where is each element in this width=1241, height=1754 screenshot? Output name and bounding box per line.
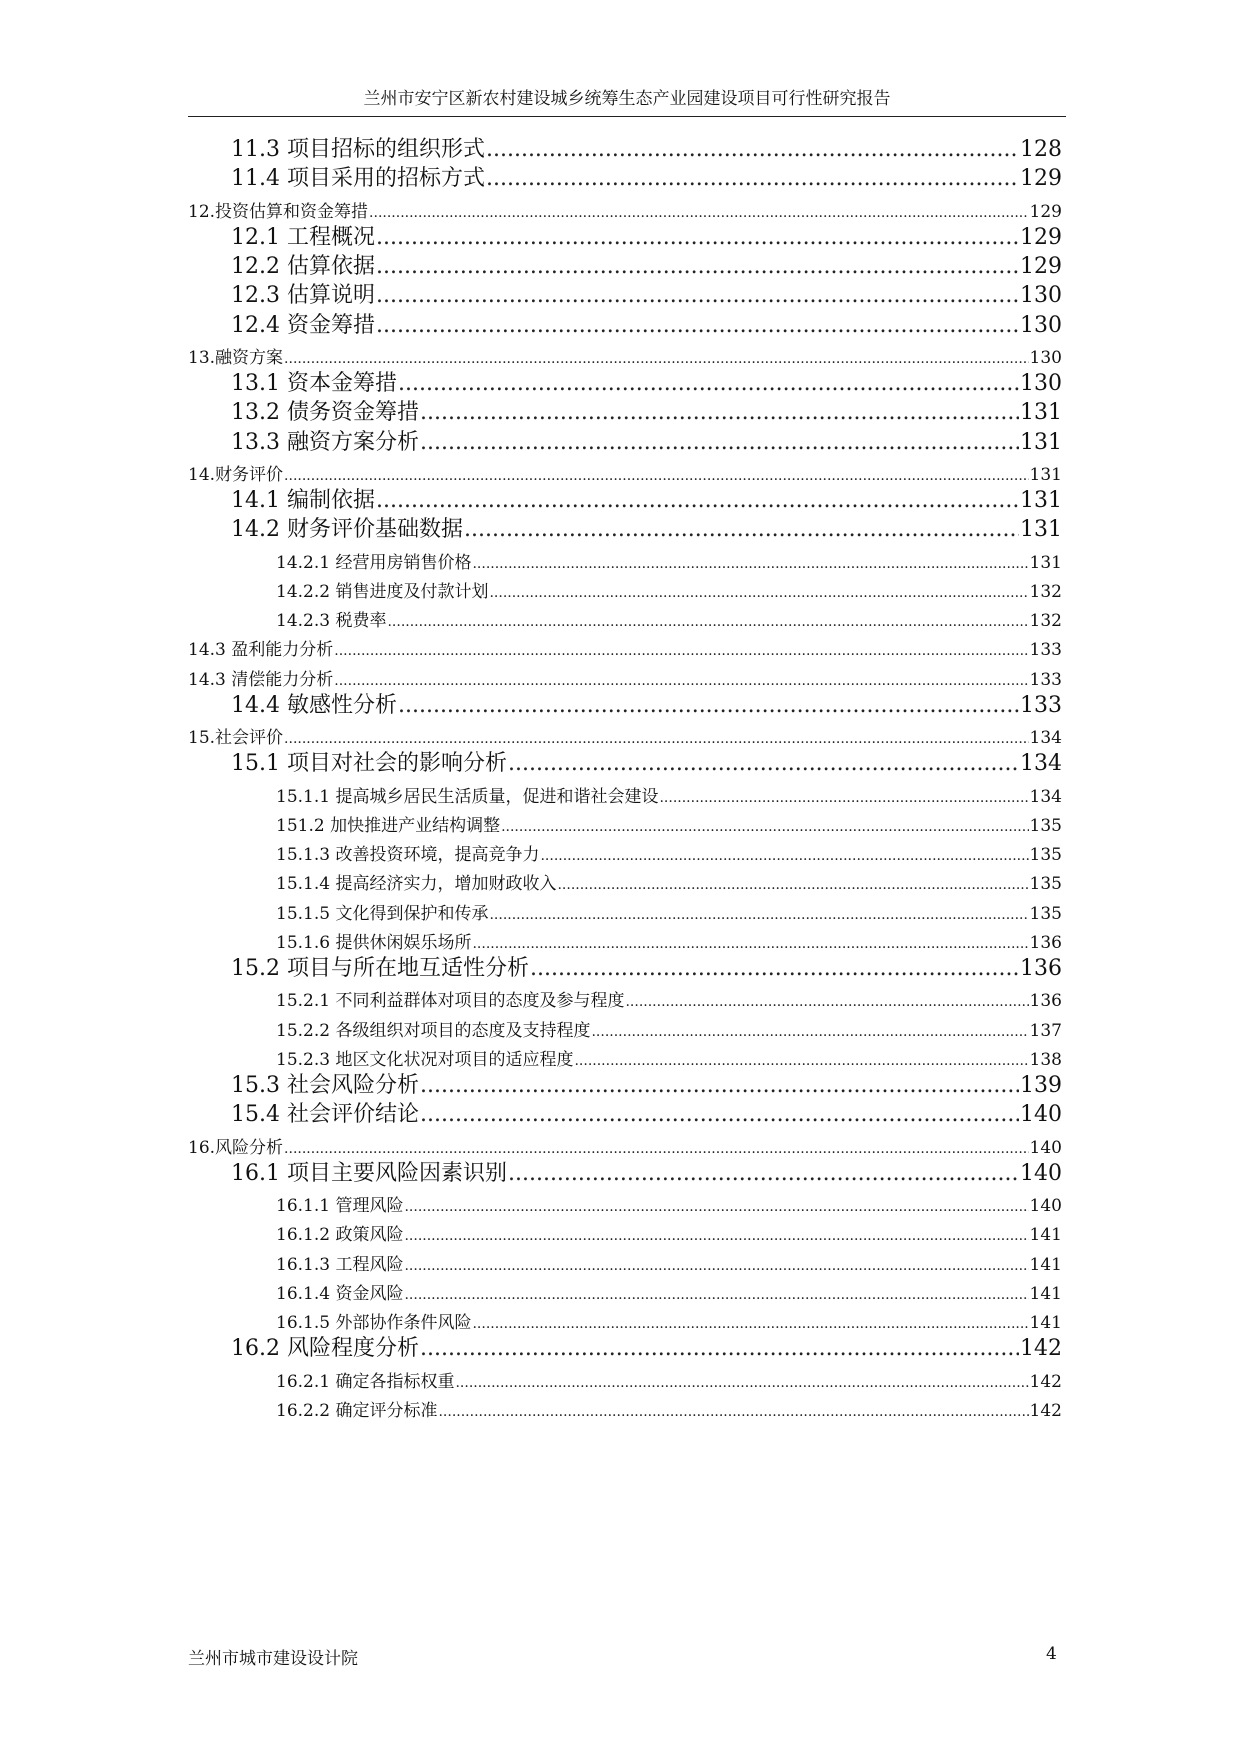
toc-entry-title: 15.1 项目对社会的影响分析: [231, 751, 507, 777]
toc-leader-dots: [508, 1159, 1019, 1189]
toc-entry-page: 133: [1029, 669, 1062, 690]
toc-entry[interactable]: [231, 749, 1062, 779]
toc-entry[interactable]: [231, 281, 1062, 311]
toc-entry[interactable]: [188, 346, 1062, 370]
toc-entry-title: 12.4 资金筹措: [231, 312, 375, 338]
toc-entry[interactable]: [188, 638, 1062, 662]
toc-leader-dots: [398, 691, 1019, 721]
toc-leader-dots: [369, 201, 1029, 225]
toc-entry-title: 15.4 社会评价结论: [231, 1102, 419, 1128]
toc-leader-dots: [540, 844, 1028, 868]
toc-entry-page: 142: [1020, 1336, 1062, 1362]
toc-entry[interactable]: [231, 398, 1062, 428]
toc-entry-page: 129: [1020, 166, 1062, 192]
toc-entry[interactable]: [276, 1194, 1062, 1218]
toc-entry[interactable]: [276, 1019, 1062, 1043]
toc-entry-page: 132: [1029, 581, 1062, 602]
toc-entry-title: 15.2.3 地区文化状况对项目的适应程度: [276, 1049, 574, 1070]
toc-leader-dots: [420, 428, 1019, 458]
toc-entry-title: 14.1 编制依据: [231, 488, 375, 513]
toc-entry-title: 16.1.2 政策风险: [276, 1225, 404, 1246]
toc-entry[interactable]: [188, 200, 1062, 224]
toc-entry-page: 129: [1029, 201, 1062, 222]
toc-leader-dots: [625, 990, 1028, 1014]
toc-entry-title: 15.社会评价: [188, 728, 284, 748]
toc-entry[interactable]: [276, 785, 1062, 809]
toc-leader-dots: [420, 1100, 1019, 1130]
toc-entry-page: 136: [1029, 991, 1062, 1012]
toc-leader-dots: [376, 311, 1019, 341]
toc-entry-title: 13.2 债务资金筹措: [231, 400, 419, 426]
toc-leader-dots: [438, 1400, 1028, 1424]
toc-entry-title: 16.1.1 管理风险: [276, 1196, 404, 1216]
toc-entry-page: 131: [1020, 400, 1062, 426]
toc-entry-title: 16.1.3 工程风险: [276, 1254, 404, 1275]
toc-entry-title: 11.3 项目招标的组织形式: [231, 137, 485, 162]
toc-entry-page: 142: [1029, 1400, 1062, 1421]
toc-leader-dots: [455, 1371, 1028, 1395]
toc-entry[interactable]: [276, 1311, 1062, 1335]
toc-entry-page: 135: [1029, 845, 1062, 865]
toc-entry[interactable]: [276, 1282, 1062, 1306]
toc-entry[interactable]: [276, 902, 1062, 926]
toc-leader-dots: [284, 727, 1029, 751]
toc-leader-dots: [334, 669, 1028, 693]
toc-entry-title: 12.3 估算说明: [231, 283, 375, 309]
toc-entry-title: 15.1.1 提高城乡居民生活质量，促进和谐社会建设: [276, 786, 659, 807]
toc-entry[interactable]: [231, 1071, 1062, 1101]
toc-entry[interactable]: [188, 1136, 1062, 1160]
toc-entry-page: 140: [1020, 1160, 1062, 1186]
toc-entry-title: 14.4 敏感性分析: [231, 692, 397, 718]
toc-entry-title: 16.2.2 确定评分标准: [276, 1400, 438, 1421]
footer-organization: 兰州市城市建设设计院: [188, 1649, 358, 1669]
toc-entry-page: 140: [1029, 1137, 1062, 1158]
toc-entry[interactable]: [276, 989, 1062, 1013]
toc-entry-page: 140: [1020, 1102, 1062, 1128]
toc-leader-dots: [486, 135, 1019, 165]
toc-entry-title: 16.1.4 资金风险: [276, 1283, 404, 1304]
toc-entry-title: 15.1.3 改善投资环境，提高竞争力: [276, 845, 540, 865]
toc-entry[interactable]: [231, 515, 1062, 545]
toc-entry-title: 14.3 清偿能力分析: [188, 669, 334, 690]
toc-leader-dots: [376, 252, 1019, 282]
toc-entry-page: 136: [1020, 956, 1062, 981]
toc-leader-dots: [472, 932, 1028, 956]
toc-entry-title: 14.财务评价: [188, 464, 284, 485]
toc-leader-dots: [284, 464, 1029, 488]
toc-leader-dots: [334, 639, 1028, 663]
toc-entry[interactable]: [276, 1223, 1062, 1247]
toc-entry-page: 131: [1020, 517, 1062, 543]
toc-entry[interactable]: [188, 726, 1062, 750]
toc-leader-dots: [489, 581, 1028, 605]
toc-entry-title: 12.2 估算依据: [231, 254, 375, 279]
toc-entry-title: 15.3 社会风险分析: [231, 1073, 419, 1098]
toc-entry-page: 141: [1029, 1225, 1062, 1246]
toc-entry-page: 130: [1020, 312, 1062, 338]
toc-entry[interactable]: [231, 1159, 1062, 1189]
toc-entry-title: 151.2 加快推进产业结构调整: [276, 815, 501, 836]
toc-leader-dots: [508, 749, 1019, 779]
toc-entry-title: 12.1 工程概况: [231, 224, 375, 250]
toc-entry-page: 135: [1029, 815, 1062, 836]
toc-entry-page: 129: [1020, 224, 1062, 250]
toc-leader-dots: [557, 873, 1028, 897]
toc-entry-page: 131: [1020, 429, 1062, 455]
toc-entry-page: 129: [1020, 254, 1062, 279]
toc-entry-page: 131: [1029, 552, 1062, 573]
toc-entry-page: 138: [1029, 1049, 1062, 1070]
toc-entry[interactable]: [231, 369, 1062, 399]
toc-entry[interactable]: [231, 1334, 1062, 1364]
toc-leader-dots: [420, 398, 1019, 428]
toc-leader-dots: [464, 515, 1019, 545]
toc-entry-page: 137: [1029, 1020, 1062, 1041]
toc-leader-dots: [591, 1020, 1028, 1044]
toc-entry-title: 14.2.1 经营用房销售价格: [276, 552, 472, 573]
toc-leader-dots: [530, 954, 1019, 984]
toc-entry-title: 16.2.1 确定各指标权重: [276, 1371, 455, 1392]
toc-entry[interactable]: [231, 691, 1062, 721]
toc-entry-page: 133: [1020, 692, 1062, 718]
toc-entry-title: 16.风险分析: [188, 1137, 284, 1158]
toc-leader-dots: [420, 1334, 1019, 1364]
toc-entry[interactable]: [188, 668, 1062, 692]
toc-entry-page: 131: [1029, 464, 1062, 485]
toc-entry-title: 15.1.4 提高经济实力，增加财政收入: [276, 874, 557, 895]
toc-entry-page: 130: [1020, 371, 1062, 396]
toc-leader-dots: [284, 1137, 1029, 1161]
toc-leader-dots: [284, 347, 1029, 371]
toc-entry[interactable]: [231, 311, 1062, 341]
toc-leader-dots: [489, 903, 1028, 927]
toc-leader-dots: [501, 815, 1028, 839]
toc-leader-dots: [404, 1224, 1028, 1248]
toc-entry-page: 141: [1029, 1283, 1062, 1304]
toc-entry-page: 132: [1029, 611, 1062, 631]
toc-entry[interactable]: [276, 931, 1062, 955]
toc-entry-page: 140: [1029, 1196, 1062, 1216]
toc-entry-page: 130: [1020, 283, 1062, 309]
toc-entry-page: 133: [1029, 640, 1062, 661]
document-title: 兰州市安宁区新农村建设城乡统筹生态产业园建设项目可行性研究报告: [363, 89, 891, 109]
toc-entry[interactable]: [231, 135, 1062, 165]
toc-entry-title: 14.2 财务评价基础数据: [231, 517, 463, 543]
page-header: [188, 88, 1066, 117]
toc-entry-title: 15.1.6 提供休闲娱乐场所: [276, 932, 472, 953]
toc-entry[interactable]: [231, 252, 1062, 282]
toc-entry[interactable]: [231, 954, 1062, 984]
toc-entry-title: 14.3 盈利能力分析: [188, 640, 334, 661]
toc-entry[interactable]: [276, 609, 1062, 633]
toc-entry-title: 11.4 项目采用的招标方式: [231, 166, 485, 192]
toc-entry-title: 14.2.2 销售进度及付款计划: [276, 581, 489, 602]
toc-entry[interactable]: [276, 1048, 1062, 1072]
toc-entry[interactable]: [231, 164, 1062, 194]
toc-leader-dots: [376, 281, 1019, 311]
toc-entry-title: 13.融资方案: [188, 347, 284, 368]
toc-entry[interactable]: [276, 814, 1062, 838]
toc-entry-title: 16.1.5 外部协作条件风险: [276, 1313, 472, 1333]
toc-entry-page: 135: [1029, 874, 1062, 895]
toc-entry-title: 13.3 融资方案分析: [231, 429, 419, 455]
toc-entry[interactable]: [231, 428, 1062, 458]
toc-entry-title: 15.1.5 文化得到保护和传承: [276, 903, 489, 924]
toc-entry-page: 142: [1029, 1371, 1062, 1392]
toc-leader-dots: [376, 223, 1019, 253]
toc-leader-dots: [574, 1049, 1028, 1073]
toc-entry-title: 15.2.1 不同利益群体对项目的态度及参与程度: [276, 991, 625, 1012]
footer-page-number: 4: [1046, 1644, 1057, 1664]
toc-entry[interactable]: [231, 223, 1062, 253]
toc-entry[interactable]: [276, 1370, 1062, 1394]
toc-leader-dots: [472, 552, 1028, 576]
toc-entry[interactable]: [231, 1100, 1062, 1130]
toc-leader-dots: [404, 1195, 1028, 1219]
toc-leader-dots: [387, 610, 1028, 634]
toc-leader-dots: [659, 786, 1028, 810]
toc-entry[interactable]: [188, 463, 1062, 487]
toc-entry-page: 134: [1029, 728, 1062, 748]
toc-entry-page: 139: [1020, 1073, 1062, 1098]
toc-entry[interactable]: [276, 872, 1062, 896]
toc-entry[interactable]: [276, 1253, 1062, 1277]
toc-entry-page: 141: [1029, 1313, 1062, 1333]
toc-entry-title: 15.2.2 各级组织对项目的态度及支持程度: [276, 1020, 591, 1041]
toc-entry[interactable]: [231, 486, 1062, 516]
toc-entry[interactable]: [276, 843, 1062, 867]
toc-entry-title: 12.投资估算和资金筹措: [188, 201, 369, 222]
toc-entry-page: 141: [1029, 1254, 1062, 1275]
toc-entry[interactable]: [276, 1399, 1062, 1423]
toc-leader-dots: [404, 1283, 1028, 1307]
toc-leader-dots: [472, 1312, 1028, 1336]
toc-entry-page: 134: [1029, 786, 1062, 807]
toc-entry-page: 131: [1020, 488, 1062, 513]
toc-entry-page: 128: [1020, 137, 1062, 162]
toc-entry-page: 136: [1029, 932, 1062, 953]
toc-leader-dots: [398, 369, 1019, 399]
toc-entry-title: 16.1 项目主要风险因素识别: [231, 1160, 507, 1186]
toc-entry-title: 13.1 资本金筹措: [231, 371, 397, 396]
toc-entry-page: 134: [1020, 751, 1062, 777]
toc-entry[interactable]: [276, 580, 1062, 604]
toc-entry[interactable]: [276, 551, 1062, 575]
toc-entry-title: 16.2 风险程度分析: [231, 1336, 419, 1362]
toc-leader-dots: [404, 1254, 1028, 1278]
toc-entry-page: 130: [1029, 347, 1062, 368]
toc-entry-title: 14.2.3 税费率: [276, 611, 387, 631]
toc-entry-title: 15.2 项目与所在地互适性分析: [231, 956, 529, 981]
toc-leader-dots: [420, 1071, 1019, 1101]
toc-entry-page: 135: [1029, 903, 1062, 924]
toc-leader-dots: [376, 486, 1019, 516]
toc-leader-dots: [486, 164, 1019, 194]
